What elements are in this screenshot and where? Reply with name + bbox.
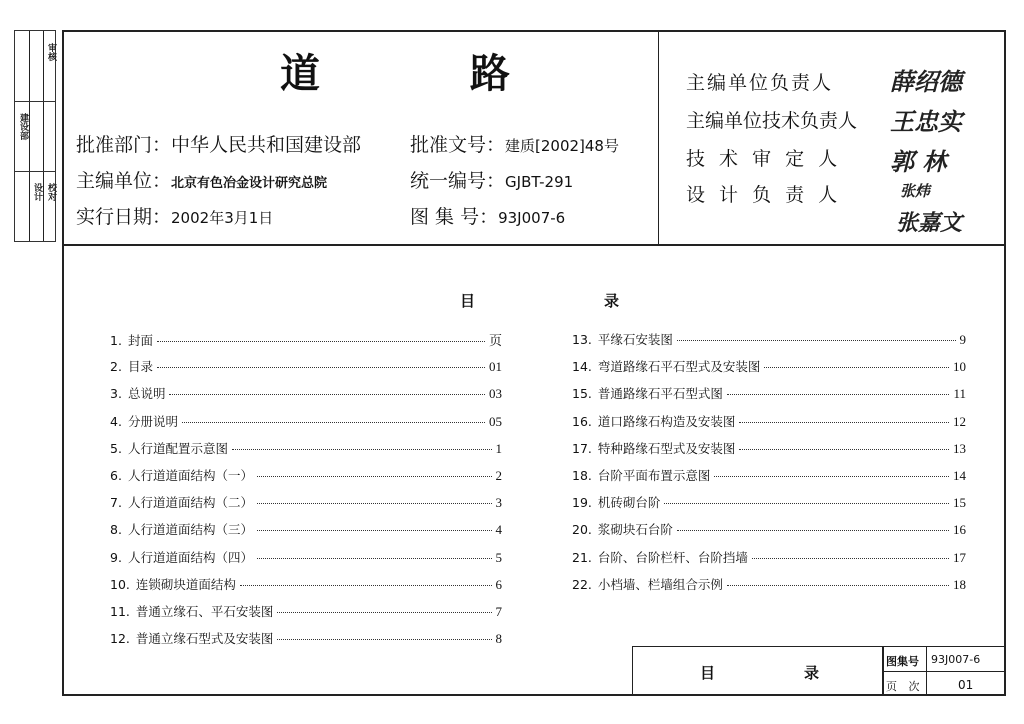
toc-leader — [232, 449, 492, 450]
toc-row — [572, 357, 966, 375]
toc-row — [110, 575, 502, 593]
impl-date — [76, 202, 273, 229]
atlas-no-value-tb: 93J007-6 — [931, 653, 981, 666]
toc-title: 普通立缘石、平石安装图 — [135, 604, 274, 619]
toc-page: 11 — [953, 386, 966, 402]
signature-2: 王忠实 — [890, 107, 962, 136]
toc-page: 3 — [495, 495, 502, 511]
toc-title: 人行道道面结构（二） — [127, 495, 253, 511]
page-title: 道 路 — [280, 50, 578, 97]
toc-number: 7. — [110, 495, 122, 511]
toc-number: 14. — [572, 359, 592, 375]
toc-number: 19. — [572, 495, 592, 511]
toc-row — [110, 493, 502, 511]
toc-number: 11. — [110, 604, 130, 619]
approval-doc-label: 批准文号： — [410, 134, 506, 156]
unified-no — [410, 166, 573, 193]
toc-leader — [764, 367, 949, 368]
impl-date-value: 2002年3月1日 — [171, 209, 274, 227]
toc-page: 6 — [495, 576, 502, 592]
signature-3: 郭 林 — [890, 147, 947, 176]
toc-page: 9 — [959, 332, 966, 347]
toc-number: 3. — [110, 386, 122, 402]
toc-leader — [257, 530, 492, 531]
toc-number: 10. — [110, 576, 130, 592]
header-rule — [62, 244, 1006, 246]
toc-page: 2 — [495, 468, 502, 483]
toc-leader — [240, 585, 492, 586]
toc-page: 页 — [488, 333, 502, 348]
toc-number: 13. — [572, 332, 592, 347]
toc-title: 分册说明 — [127, 413, 178, 429]
toc-row — [110, 412, 502, 430]
toc-title: 普通路缘石平石型式图 — [597, 386, 723, 402]
toc-title: 弯道路缘石平石型式及安装图 — [597, 359, 761, 375]
toc-title: 人行道道面结构（四） — [127, 549, 253, 565]
title-block-name-left: 目 — [700, 664, 716, 682]
toc-number: 9. — [110, 549, 122, 565]
toc-leader — [739, 422, 949, 423]
impl-date-label: 实行日期： — [76, 206, 172, 228]
toc-page: 7 — [495, 604, 502, 619]
toc-title: 人行道道面结构（三） — [127, 522, 253, 538]
toc-row — [110, 384, 502, 402]
resp-role-1: 主编单位负责人 — [686, 72, 834, 94]
atlas-no — [410, 202, 565, 229]
toc-leader — [257, 503, 492, 504]
toc-number: 17. — [572, 440, 592, 456]
toc-title: 浆砌块石台阶 — [597, 522, 673, 538]
toc-title: 人行道配置示意图 — [127, 440, 228, 456]
title-block-name-right: 录 — [804, 664, 820, 682]
toc-number: 16. — [572, 413, 592, 429]
toc-number: 15. — [572, 386, 592, 402]
toc-number: 2. — [110, 359, 122, 375]
toc-row — [572, 493, 966, 511]
strip-label-design: 设计 — [32, 183, 42, 201]
toc-page: 5 — [495, 549, 502, 565]
unified-no-label: 统一编号： — [410, 170, 506, 192]
toc-title: 目录 — [127, 359, 153, 375]
toc-title: 普通立缘石型式及安装图 — [135, 631, 274, 647]
approval-dept — [76, 130, 361, 157]
approval-doc-value: 建质[2002]48号 — [505, 137, 619, 155]
toc-number: 4. — [110, 413, 122, 429]
chief-unit-value: 北京有色冶金设计研究总院 — [171, 176, 328, 191]
page-label-tb: 页 次 — [886, 680, 924, 693]
toc-row — [572, 384, 966, 402]
atlas-no-label: 图 集 号： — [410, 206, 499, 228]
toc-row — [110, 466, 502, 484]
toc-page: 15 — [953, 495, 966, 511]
approval-dept-value: 中华人民共和国建设部 — [171, 134, 362, 156]
approval-doc — [410, 130, 619, 157]
resp-role-2: 主编单位技术负责人 — [686, 110, 858, 132]
binding-strip — [14, 30, 56, 242]
approval-dept-label: 批准部门： — [76, 134, 172, 156]
toc-row — [110, 357, 502, 375]
toc-leader — [182, 422, 485, 423]
toc-number: 20. — [572, 522, 592, 538]
toc-page: 01 — [489, 359, 502, 375]
toc-title: 总说明 — [127, 386, 166, 402]
header-divider — [658, 30, 659, 244]
toc-leader — [714, 476, 949, 477]
toc-row — [572, 548, 966, 566]
resp-role-4: 设 计 负 责 人 — [686, 184, 842, 206]
toc-number: 6. — [110, 468, 122, 483]
toc-title: 小档墙、栏墙组合示例 — [597, 576, 723, 592]
toc-leader — [277, 639, 491, 640]
toc-leader — [257, 476, 492, 477]
toc-row — [110, 629, 502, 647]
toc-leader — [157, 341, 485, 342]
toc-leader — [277, 612, 491, 613]
toc-page: 13 — [953, 440, 966, 456]
toc-number: 12. — [110, 631, 130, 647]
toc-heading-right: 录 — [604, 292, 620, 310]
toc-number: 1. — [110, 333, 122, 348]
toc-leader — [257, 558, 492, 559]
toc-title: 平缘石安装图 — [597, 332, 673, 347]
toc-number: 5. — [110, 440, 122, 456]
toc-page: 17 — [953, 549, 966, 565]
toc-title: 道口路缘石构造及安装图 — [597, 413, 736, 429]
toc-leader — [727, 394, 950, 395]
chief-unit — [76, 166, 327, 193]
toc-number: 22. — [572, 576, 592, 592]
resp-role-3: 技 术 审 定 人 — [686, 148, 842, 170]
toc-row — [572, 520, 966, 538]
toc-page: 8 — [495, 631, 502, 647]
toc-page: 03 — [489, 386, 502, 402]
signature-1: 薛绍德 — [890, 67, 962, 96]
toc-row — [110, 548, 502, 566]
toc-title: 封面 — [127, 333, 153, 348]
toc-row — [572, 439, 966, 457]
strip-label-check: 校对 — [46, 183, 56, 201]
toc-heading-left: 目 — [460, 292, 476, 310]
toc-leader — [664, 503, 949, 504]
toc-title: 连锁砌块道面结构 — [135, 576, 236, 592]
toc-title: 人行道道面结构（一） — [127, 468, 253, 483]
toc-row — [110, 330, 502, 348]
toc-title: 特种路缘石型式及安装图 — [597, 440, 736, 456]
toc-row — [572, 330, 966, 348]
page-value-tb: 01 — [958, 678, 974, 692]
atlas-no-value: 93J007-6 — [498, 209, 566, 227]
toc-page: 1 — [495, 440, 502, 456]
toc-leader — [752, 558, 949, 559]
chief-unit-label: 主编单位： — [76, 170, 172, 192]
toc-leader — [727, 585, 949, 586]
toc-leader — [169, 394, 485, 395]
toc-page: 16 — [953, 522, 966, 538]
unified-no-value: GJBT-291 — [505, 173, 574, 191]
signature-5: 张嘉文 — [896, 210, 963, 236]
toc-title: 台阶平面布置示意图 — [597, 468, 711, 483]
toc-row — [572, 412, 966, 430]
toc-leader — [739, 449, 949, 450]
toc-page: 05 — [489, 413, 502, 429]
toc-title: 机砖砌台阶 — [597, 495, 661, 511]
toc-number: 18. — [572, 468, 592, 483]
atlas-no-label-tb: 图集号 — [886, 655, 919, 668]
strip-label-ministry: 建设部 — [18, 113, 28, 140]
toc-row — [572, 466, 966, 484]
toc-row — [110, 520, 502, 538]
signature-4: 张炜 — [900, 182, 931, 200]
toc-number: 8. — [110, 522, 122, 538]
toc-row — [572, 575, 966, 593]
toc-page: 18 — [953, 576, 966, 592]
strip-label-review: 审核 — [46, 43, 56, 61]
toc-row — [110, 439, 502, 457]
toc-number: 21. — [572, 549, 592, 565]
toc-leader — [157, 367, 485, 368]
toc-page: 12 — [953, 413, 966, 429]
toc-title: 台阶、台阶栏杆、台阶挡墙 — [597, 549, 748, 565]
toc-page: 14 — [953, 468, 966, 483]
toc-page: 4 — [495, 522, 502, 538]
toc-row — [110, 602, 502, 620]
toc-leader — [677, 530, 949, 531]
toc-leader — [677, 340, 956, 341]
toc-page: 10 — [953, 359, 966, 375]
